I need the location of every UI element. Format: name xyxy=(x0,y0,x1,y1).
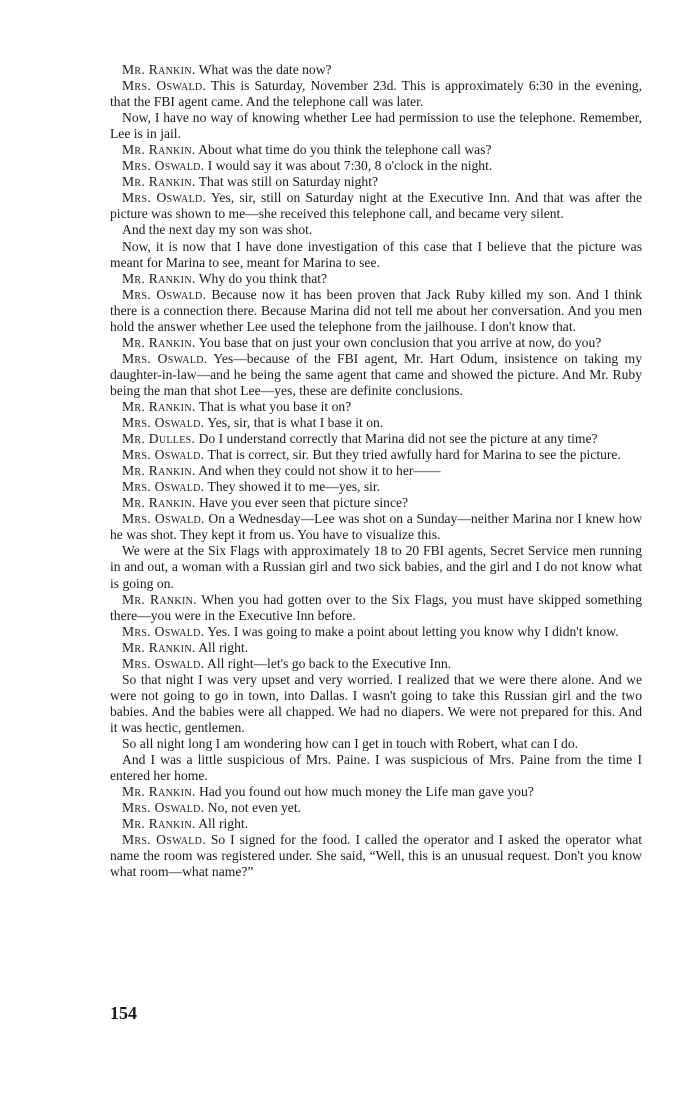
speaker-name: Mrs. Oswald. xyxy=(122,447,205,463)
paragraph-text: They showed it to me—yes, sir. xyxy=(204,479,381,495)
paragraph-text: That is what you base it on? xyxy=(195,398,352,414)
speaker-name: Mrs. Oswald. xyxy=(122,190,207,206)
paragraph-text: No, not even yet. xyxy=(204,800,302,816)
transcript-paragraph xyxy=(110,415,642,431)
transcript-paragraph xyxy=(110,640,642,656)
paragraph-text: When you had gotten over to the Six Flags, you must have skipped something there—you were in the Executive Inn before. xyxy=(110,591,642,623)
speaker-name: Mr. Rankin. xyxy=(122,816,196,832)
speaker-name: Mrs. Oswald. xyxy=(122,78,207,94)
paragraph-text: And the next day my son was shot. xyxy=(122,222,313,238)
speaker-name: Mr. Rankin. xyxy=(122,784,196,800)
speaker-name: Mrs. Oswald. xyxy=(122,655,205,671)
transcript-paragraph xyxy=(110,495,642,511)
speaker-name: Mrs. Oswald. xyxy=(122,415,205,431)
speaker-name: Mrs. Oswald. xyxy=(122,800,205,816)
transcript-paragraph xyxy=(110,62,642,78)
paragraph-text: About what time do you think the telephone call was? xyxy=(195,142,492,158)
paragraph-text: On a Wednesday—Lee was shot on a Sunday—neither Marina nor I knew how he was shot. They kept it from us. You have to visualize this. xyxy=(110,511,643,543)
paragraph-text: This is Saturday, November 23d. This is approximately 6:30 in the evening, that the FBI agent came. And the telephone call was later. xyxy=(110,78,643,110)
speaker-name: Mrs. Oswald. xyxy=(122,350,208,366)
speaker-name: Mr. Rankin. xyxy=(122,398,196,414)
transcript-paragraph xyxy=(110,399,642,415)
paragraph-text: And when they could not show it to her—— xyxy=(195,463,441,479)
page-number: 154 xyxy=(110,1003,137,1023)
transcript-paragraph xyxy=(110,287,642,335)
transcript-paragraph xyxy=(110,463,642,479)
speaker-name: Mr. Rankin. xyxy=(122,495,196,511)
transcript-paragraph xyxy=(110,174,642,190)
transcript-paragraph xyxy=(110,78,642,110)
speaker-name: Mr. Rankin. xyxy=(122,62,196,77)
paragraph-text: Yes, sir, still on Saturday night at the Executive Inn. And that was after the picture was shown to me—she received this telephone call, and became very silent. xyxy=(110,190,642,222)
paragraph-text: So I signed for the food. I called the operator and I asked the operator what name the room was registered under. She said, “Well, this is an unusual request. Don't you know what room—what name?” xyxy=(110,832,643,880)
paragraph-text: Because now it has been proven that Jack Ruby killed my son. And I think there is a connection there. Because Marina did not tell me about her conversation. And you men hold the answer whether Lee used the telephone from the jailhouse. I don't know that. xyxy=(110,286,643,334)
speaker-name: Mr. Rankin. xyxy=(122,174,196,190)
transcript-paragraph xyxy=(110,511,642,543)
paragraph-text: We were at the Six Flags with approximately 18 to 20 FBI agents, Secret Service men running in and out, a woman with a Russian girl and two sick babies, and the girl and I do not know what is going on. xyxy=(110,543,642,591)
paragraph-text: Yes—because of the FBI agent, Mr. Hart Odum, insistence on taking my daughter-in-law—and he being the same agent that came and showed the picture. And Mr. Ruby being the man that shot Lee—yes, these are definite conclusions. xyxy=(110,350,643,398)
transcript-paragraph xyxy=(110,351,642,399)
paragraph-text: Now, I have no way of knowing whether Lee had permission to use the telephone. Remember, Lee is in jail. xyxy=(110,110,642,142)
speaker-name: Mrs. Oswald. xyxy=(122,511,205,527)
speaker-name: Mr. Rankin. xyxy=(122,463,196,479)
paragraph-text: So all night long I am wondering how can I get in touch with Robert, what can I do. xyxy=(122,735,579,751)
paragraph-text: And I was a little suspicious of Mrs. Paine. I was suspicious of Mrs. Paine from the time I entered her home. xyxy=(110,752,642,784)
paragraph-text: All right—let's go back to the Executive Inn. xyxy=(204,655,452,671)
transcript-paragraph xyxy=(110,271,642,287)
transcript-paragraph xyxy=(110,479,642,495)
paragraph-text: Yes, sir, that is what I base it on. xyxy=(204,415,384,431)
transcript-paragraph xyxy=(110,335,642,351)
transcript-paragraph xyxy=(110,222,642,238)
transcript-paragraph xyxy=(110,543,642,591)
speaker-name: Mrs. Oswald. xyxy=(122,832,206,848)
speaker-name: Mrs. Oswald. xyxy=(122,158,205,174)
transcript-paragraph xyxy=(110,142,642,158)
paragraph-text: Yes. I was going to make a point about letting you know why I didn't know. xyxy=(204,623,619,639)
paragraph-text: Do I understand correctly that Marina did not see the picture at any time? xyxy=(195,431,598,447)
speaker-name: Mr. Dulles. xyxy=(122,431,196,447)
transcript-paragraph xyxy=(110,624,642,640)
speaker-name: Mrs. Oswald. xyxy=(122,479,205,495)
speaker-name: Mrs. Oswald. xyxy=(122,623,205,639)
transcript-paragraph xyxy=(110,736,642,752)
transcript-paragraph xyxy=(110,752,642,784)
speaker-name: Mr. Rankin. xyxy=(122,591,197,607)
transcript-paragraph xyxy=(110,592,642,624)
paragraph-text: All right. xyxy=(195,816,249,832)
paragraph-text: Had you found out how much money the Life man gave you? xyxy=(195,784,534,800)
paragraph-text: What was the date now? xyxy=(195,62,332,77)
transcript-paragraph xyxy=(110,784,642,800)
speaker-name: Mr. Rankin. xyxy=(122,334,196,350)
transcript-paragraph xyxy=(110,158,642,174)
speaker-name: Mr. Rankin. xyxy=(122,142,196,158)
paragraph-text: So that night I was very upset and very worried. I realized that we were there alone. And we were not going to go in town, into Dallas. I wasn't going to take this Russian girl and the two babies. And the babies were all chapped. We had no diapers. We were not prepared for this. And it was hectic, gentlemen. xyxy=(110,671,642,735)
transcript-paragraph xyxy=(110,672,642,736)
paragraph-text: That is correct, sir. But they tried awfully hard for Marina to see the picture. xyxy=(204,447,621,463)
speaker-name: Mrs. Oswald. xyxy=(122,286,207,302)
paragraph-text: That was still on Saturday night? xyxy=(195,174,379,190)
transcript-paragraph xyxy=(110,832,642,880)
transcript-paragraph xyxy=(110,800,642,816)
transcript-paragraph xyxy=(110,447,642,463)
paragraph-text: I would say it was about 7:30, 8 o'clock in the night. xyxy=(204,158,493,174)
transcript-paragraph xyxy=(110,110,642,142)
transcript-paragraph xyxy=(110,190,642,222)
transcript-paragraph xyxy=(110,431,642,447)
paragraph-text: Why do you think that? xyxy=(195,270,328,286)
transcript-paragraph xyxy=(110,239,642,271)
transcript-body xyxy=(110,62,642,880)
transcript-paragraph xyxy=(110,816,642,832)
paragraph-text: Have you ever seen that picture since? xyxy=(195,495,409,511)
transcript-paragraph xyxy=(110,656,642,672)
paragraph-text: All right. xyxy=(195,639,249,655)
speaker-name: Mr. Rankin. xyxy=(122,270,196,286)
speaker-name: Mr. Rankin. xyxy=(122,639,196,655)
paragraph-text: Now, it is now that I have done investigation of this case that I believe that the picture was meant for Marina to see, meant for Marina to see. xyxy=(110,238,642,270)
paragraph-text: You base that on just your own conclusion that you arrive at now, do you? xyxy=(195,334,602,350)
